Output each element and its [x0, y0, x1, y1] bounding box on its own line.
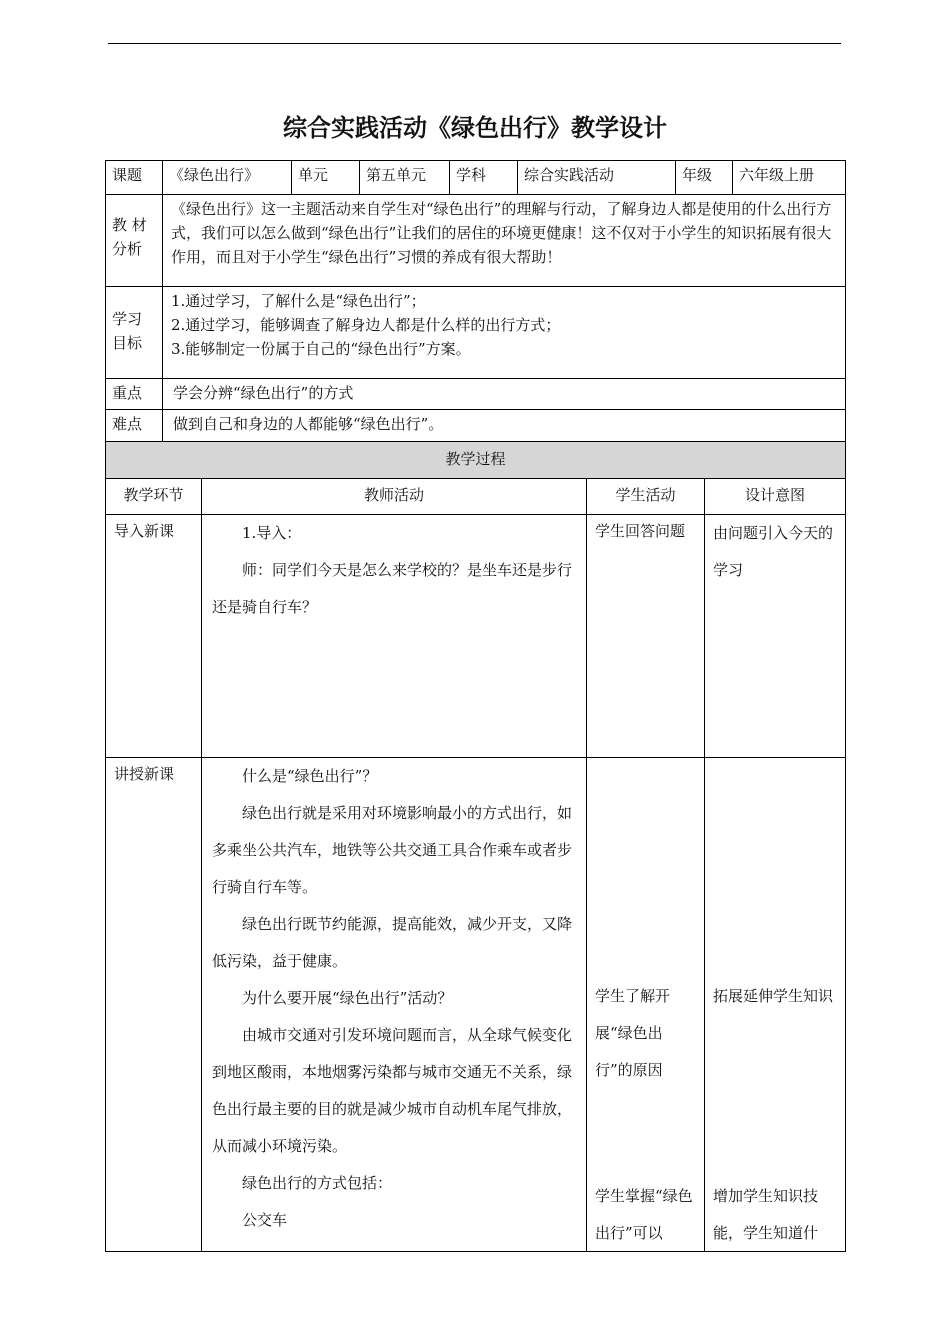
lecture-teacher-para: 绿色出行的方式包括：: [242, 1174, 393, 1192]
lecture-intent-note-2: 增加学生知识技能，学生知道什: [713, 1187, 819, 1242]
intro-teacher: [201, 514, 587, 758]
intro-student: 学生回答问题: [586, 514, 705, 758]
lecture-intent-note-1: 拓展延伸学生知识: [713, 987, 834, 1005]
grade-value: 六年级上册: [732, 160, 846, 195]
intro-teacher-para: 1.导入：: [242, 524, 302, 542]
lecture-student: [586, 757, 705, 1252]
process-band: 教学过程: [105, 441, 846, 479]
subject-label: 学科: [449, 160, 518, 195]
header-stage: 教学环节: [105, 478, 202, 515]
analysis-label: 教 材分析: [105, 194, 163, 287]
goal-item: 3.能够制定一份属于自己的“绿色出行”方案。: [171, 340, 471, 358]
lecture-teacher-para: 绿色出行既节约能源，提高能效，减少开支，又降低污染，益于健康。: [212, 915, 573, 970]
goal-item: 2.通过学习，能够调查了解身边人都是什么样的出行方式；: [171, 316, 561, 334]
lecture-teacher-para: 公交车: [242, 1211, 288, 1229]
key-label: 重点: [105, 378, 163, 410]
goal-item: 1.通过学习，了解什么是“绿色出行”；: [171, 292, 426, 310]
difficulty-label: 难点: [105, 409, 163, 442]
topic-label: 课题: [105, 160, 163, 195]
goals-label: 学习目标: [105, 286, 163, 379]
intro-intent: 由问题引入今天的学习: [704, 514, 846, 758]
subject-value: 综合实践活动: [517, 160, 676, 195]
header-rule: [108, 43, 841, 44]
unit-value: 第五单元: [359, 160, 450, 195]
header-student: 学生活动: [586, 478, 705, 515]
difficulty-text: 做到自己和身边的人都能够“绿色出行”。: [162, 409, 846, 442]
intro-stage: 导入新课: [105, 514, 202, 758]
analysis-text: 《绿色出行》这一主题活动来自学生对“绿色出行”的理解与行动，了解身边人都是使用的什么出行方式，我们可以怎么做到“绿色出行”让我们的居住的环境更健康！这不仅对于小学生的知识拓展有很大作用，而且对于小学生“绿色出行”习惯的养成有很大帮助！: [162, 194, 846, 287]
lecture-student-note-2: 学生掌握“绿色出行”可以: [595, 1187, 693, 1242]
lecture-teacher-para: 由城市交通对引发环境问题而言，从全球气候变化到地区酸雨，本地烟雾污染都与城市交通无不关系，绿色出行最主要的目的就是减少城市自动机车尾气排放，从而减小环境污染。: [212, 1026, 573, 1155]
topic-value: 《绿色出行》: [162, 160, 292, 195]
lecture-intent: [704, 757, 846, 1252]
lecture-teacher-para: 为什么要开展“绿色出行”活动？: [242, 989, 453, 1007]
lecture-teacher-para: 绿色出行就是采用对环境影响最小的方式出行，如多乘坐公共汽车，地铁等公共交通工具合作乘车或者步行骑自行车等。: [212, 804, 573, 896]
lecture-student-note-1: 学生了解开展“绿色出行”的原因: [595, 987, 671, 1079]
key-text: 学会分辨“绿色出行”的方式: [162, 378, 846, 410]
lecture-teacher-para: 什么是“绿色出行”？: [242, 767, 378, 785]
goals-list: [162, 286, 846, 379]
header-intent: 设计意图: [704, 478, 846, 515]
unit-label: 单元: [291, 160, 360, 195]
lecture-stage: 讲授新课: [105, 757, 202, 1252]
intro-teacher-para: 师：同学们今天是怎么来学校的？是坐车还是步行还是骑自行车？: [212, 561, 573, 616]
page-title: 综合实践活动《绿色出行》教学设计: [283, 114, 667, 142]
grade-label: 年级: [675, 160, 733, 195]
header-teacher: 教师活动: [201, 478, 587, 515]
lecture-teacher: [201, 757, 587, 1252]
